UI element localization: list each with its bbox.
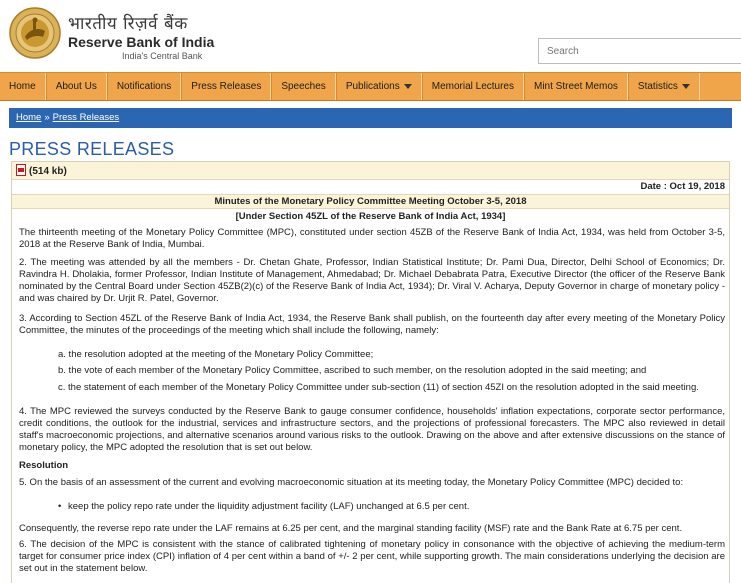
paragraph-1: The thirteenth meeting of the Monetary Policy Committee (MPC), constituted under section 45ZB of the Reserve Bank of India Act, 1934, was held from October 3-5, 2018 at the Reserve Bank of India, Mumbai.: [19, 227, 725, 250]
nav-item-publications[interactable]: [336, 73, 422, 100]
page-title: PRESS RELEASES: [9, 139, 175, 159]
chevron-down-icon: [682, 84, 690, 89]
bank-name-hindi: भारतीय रिज़र्व बैंक: [68, 14, 188, 34]
breadcrumb-separator: »: [44, 112, 50, 123]
list-item-b: b. the vote of each member of the Monetary Policy Committee, ascribed to such member, on the resolution adopted in the said meeting; and: [58, 365, 647, 376]
press-release-content: [11, 161, 730, 583]
pdf-icon[interactable]: [16, 164, 26, 176]
section-note: [Under Section 45ZL of the Reserve Bank of India Act, 1934]: [235, 211, 506, 222]
resolution-heading: Resolution: [19, 460, 69, 471]
paragraph-3: 3. According to Section 45ZL of the Reserve Bank of India Act, 1934, the Reserve Bank shall publish, on the fourteenth day after every meeting of the Monetary Policy Committee, the minutes of the proceedings of the meeting which shall include the following, namely:: [19, 313, 725, 336]
nav-item-memorial-lectures[interactable]: Memorial Lectures: [422, 73, 524, 100]
nav-item-statistics[interactable]: [628, 73, 700, 100]
bank-tagline: India's Central Bank: [122, 51, 203, 61]
search-input[interactable]: [538, 38, 741, 64]
nav-item-speeches[interactable]: Speeches: [271, 73, 335, 100]
paragraph-4: 4. The MPC reviewed the surveys conducted by the Reserve Bank to gauge consumer confidence, households' inflation expectations, corporate sector performance, credit conditions, the outlook for the industrial, services and infrastructure sectors, and the projections of professional forecasters. The MPC also reviewed in detail staff's macroeconomic projections, and alternative scenarios around various risks to the outlook. Drawing on the above and after extensive discussions on the stance of monetary policy, the MPC adopted the resolution that is set out below.: [19, 406, 725, 453]
paragraph-2: 2. The meeting was attended by all the members - Dr. Chetan Ghate, Professor, Indian Statistical Institute; Dr. Pami Dua, Director, Delhi School of Economics; Dr. Ravindra H. Dholakia, former Professor, Indian Institute of Management, Ahmedabad; Dr. Michael Debabrata Patra, Executive Director (the officer of the Reserve Bank nominated by the Central Board under Section 45ZB(2)(c) of the Reserve Bank of India Act, 1934); Dr. Viral V. Acharya, Deputy Governor in charge of monetary policy - and was chaired by Dr. Urjit R. Patel, Governor.: [19, 257, 725, 304]
nav-item-notifications[interactable]: Notifications: [107, 73, 181, 100]
decision-bullet: • keep the policy repo rate under the liquidity adjustment facility (LAF) unchanged at 6.5 per cent.: [68, 501, 718, 513]
list-item-a: a. the resolution adopted at the meeting of the Monetary Policy Committee;: [58, 349, 374, 360]
list-item-c: c. the statement of each member of the Monetary Policy Committee under sub-section (11) of section 45ZI on the resolution adopted in the said meeting.: [58, 382, 699, 393]
paragraph-5: 5. On the basis of an assessment of the current and evolving macroeconomic situation at its meeting today, the Monetary Policy Committee (MPC) decided to:: [19, 477, 684, 488]
main-nav: [0, 72, 741, 101]
nav-item-mint-street-memos[interactable]: Mint Street Memos: [524, 73, 628, 100]
nav-item-home[interactable]: Home: [0, 73, 46, 100]
breadcrumb-home-link[interactable]: Home: [16, 112, 42, 123]
pdf-size[interactable]: (514 kb): [29, 166, 67, 177]
bank-name-english[interactable]: Reserve Bank of India: [68, 34, 215, 50]
breadcrumb-press-releases-link[interactable]: Press Releases: [52, 112, 120, 123]
paragraph-consequently: Consequently, the reverse repo rate under the LAF remains at 6.25 per cent, and the marginal standing facility (MSF) rate and the Bank Rate at 6.75 per cent.: [19, 523, 683, 534]
nav-item-about-us[interactable]: About Us: [46, 73, 107, 100]
rbi-emblem-logo[interactable]: [9, 7, 61, 59]
breadcrumb: [9, 108, 732, 128]
pdf-download-row: [12, 162, 729, 180]
nav-item-press-releases[interactable]: Press Releases: [181, 73, 271, 100]
paragraph-6: 6. The decision of the MPC is consistent with the stance of calibrated tightening of monetary policy in consonance with the objective of achieving the medium-term target for consumer price index (CPI) inflation of 4 per cent within a band of +/- 2 per cent, while supporting growth. The main considerations underlying the decision are set out in the statement below.: [19, 539, 725, 574]
chevron-down-icon: [404, 84, 412, 89]
site-header: [0, 0, 741, 72]
nav-item-statistics-label: Statistics: [637, 81, 678, 92]
release-date: Date : Oct 19, 2018: [640, 181, 725, 192]
nav-item-publications-label: Publications: [345, 81, 400, 92]
document-title: Minutes of the Monetary Policy Committee Meeting October 3-5, 2018: [12, 194, 729, 209]
